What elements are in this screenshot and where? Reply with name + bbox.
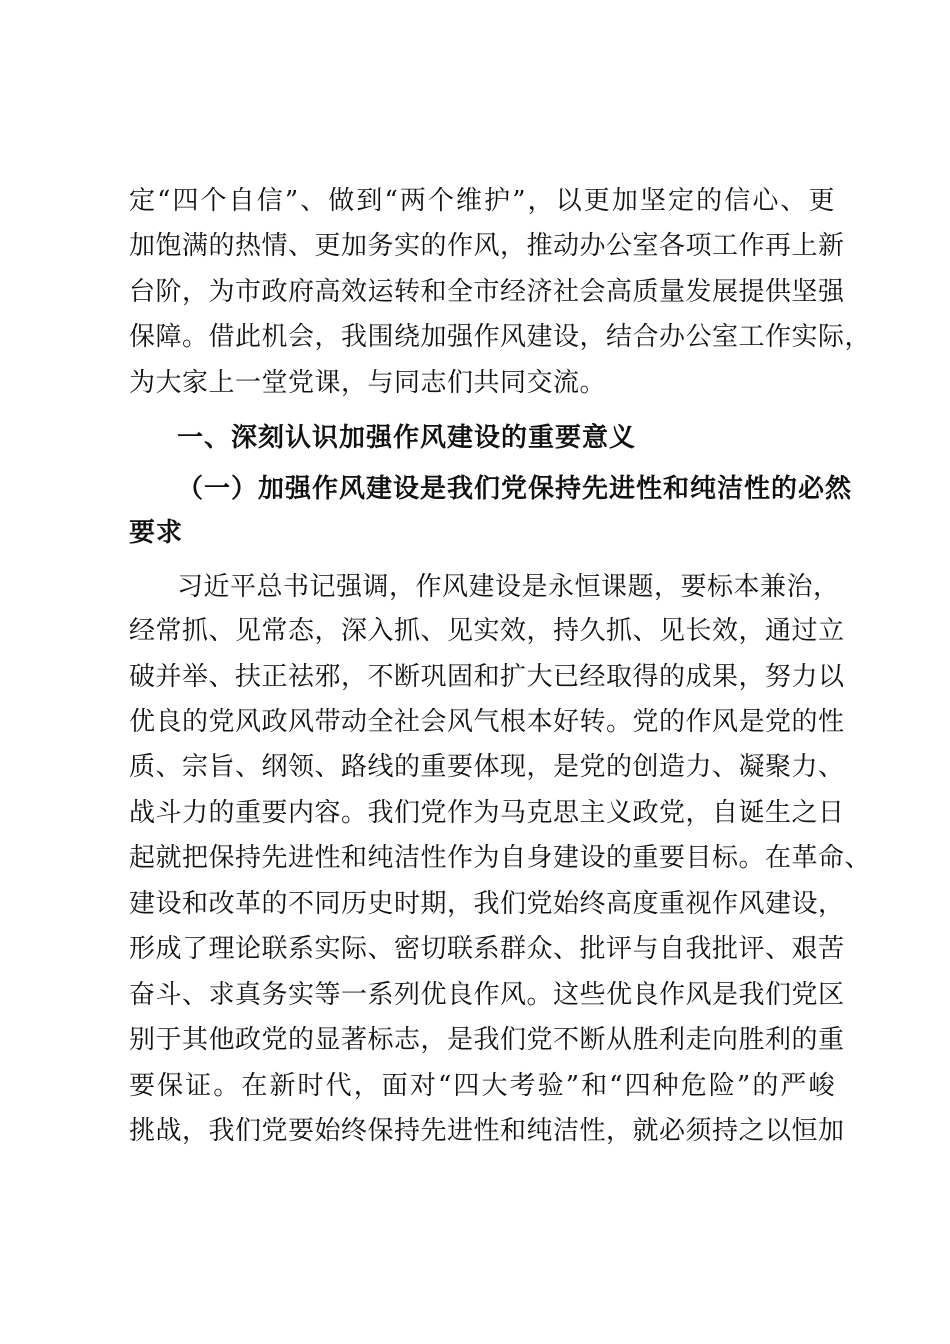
section-heading: 一、深刻认识加强作风建设的重要意义 [177,423,637,453]
paragraph-1-line-2: 加饱满的热情、更加务实的作风，推动办公室各项工作再上新 [129,231,845,261]
paragraph-2-line-12: 要保证。在新时代，面对“四大考验”和“四种危险”的严峻 [129,1071,835,1101]
paragraph-2-line-11: 别于其他政党的显著标志，是我们党不断从胜利走向胜利的重 [129,1025,845,1055]
paragraph-1-line-3: 台阶，为市政府高效运转和全市经济社会高质量发展提供坚强 [129,277,845,307]
paragraph-1-line-4: 保障。借此机会，我围绕加强作风建设，结合办公室工作实际， [129,322,872,352]
paragraph-2-line-3: 破并举、扶正祛邪，不断巩固和扩大已经取得的成果，努力以 [129,662,845,692]
paragraph-2-line-6: 战斗力的重要内容。我们党作为马克思主义政党，自诞生之日 [129,798,845,828]
paragraph-2-line-5: 质、宗旨、纲领、路线的重要体现，是党的创造力、凝聚力、 [129,752,845,782]
paragraph-2-line-8: 建设和改革的不同历史时期，我们党始终高度重视作风建设， [129,889,845,919]
paragraph-2-line-10: 奋斗、求真务实等一系列优良作风。这些优良作风是我们党区 [129,980,845,1010]
paragraph-2-line-2: 经常抓、见常态，深入抓、见实效，持久抓、见长效，通过立 [129,616,845,646]
paragraph-2-line-4: 优良的党风政风带动全社会风气根本好转。党的作风是党的性 [129,707,845,737]
paragraph-2-line-9: 形成了理论联系实际、密切联系群众、批评与自我批评、艰苦 [129,934,845,964]
paragraph-2-line-13: 挑战，我们党要始终保持先进性和纯洁性，就必须持之以恒加 [129,1116,845,1146]
paragraph-1-line-5: 为大家上一堂党课，与同志们共同交流。 [129,368,607,398]
subsection-heading-line-2: 要求 [129,518,184,548]
paragraph-1-line-1: 定“四个自信”、做到“两个维护”，以更加坚定的信心、更 [129,186,835,216]
paragraph-2-line-7: 起就把保持先进性和纯洁性作为自身建设的重要目标。在革命、 [129,843,872,873]
subsection-heading-line-1: （一）加强作风建设是我们党保持先进性和纯洁性的必然 [177,474,853,504]
paragraph-2-line-1: 习近平总书记强调，作风建设是永恒课题，要标本兼治， [177,572,840,602]
